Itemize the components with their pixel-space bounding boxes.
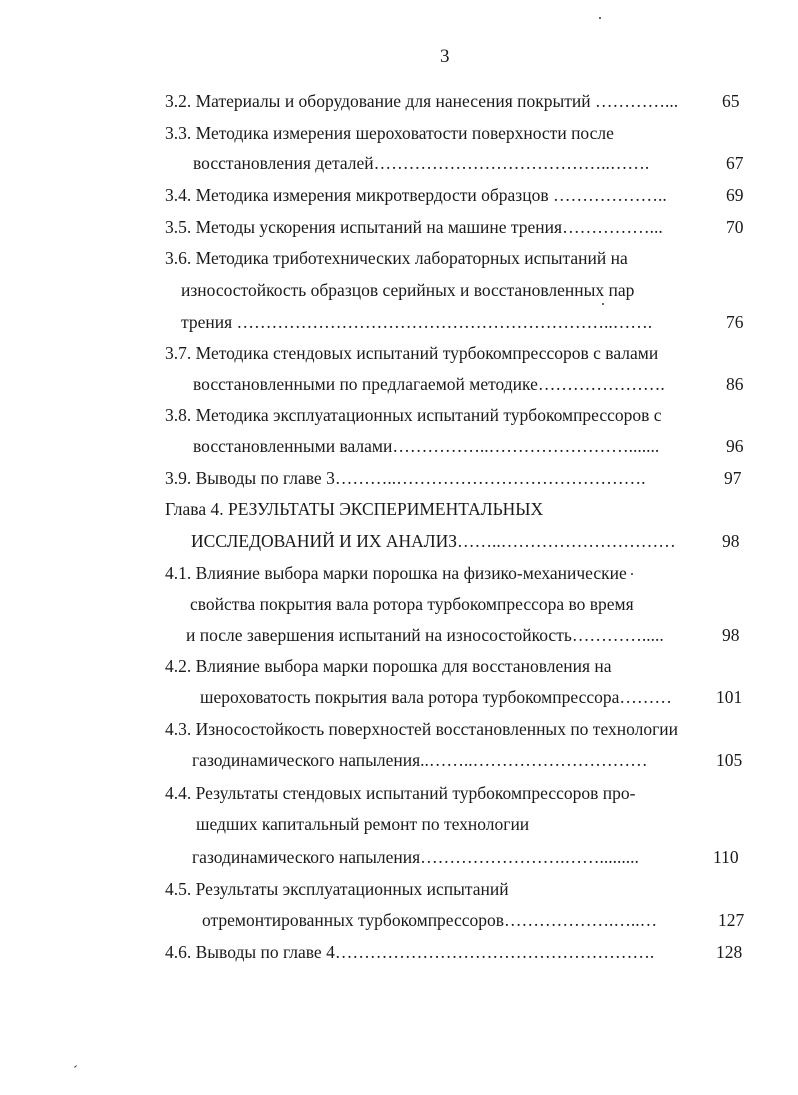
toc-line: 4.6. Выводы по главе 4………………………………………………. <box>165 942 655 962</box>
toc-line: 3.5. Методы ускорения испытаний на машине трения……………... <box>165 217 663 237</box>
toc-line: шедших капитальный ремонт по технологии <box>196 814 530 834</box>
scan-speck <box>631 573 633 575</box>
toc-line: 3.7. Методика стендовых испытаний турбокомпрессоров с валами <box>165 343 659 363</box>
toc-page-number: 101 <box>716 687 743 707</box>
toc-page-number: 128 <box>716 942 743 962</box>
toc-line: 4.3. Износостойкость поверхностей восстановленных по технологии <box>165 719 679 739</box>
toc-line: свойства покрытия вала ротора турбокомпрессора во время <box>190 594 634 614</box>
toc-line: восстановления деталей…………………………………..……. <box>193 153 650 173</box>
toc-line: 3.2. Материалы и оборудование для нанесения покрытий …………... <box>165 91 679 111</box>
toc-page-number: 97 <box>724 468 742 488</box>
toc-page-number: 69 <box>726 185 744 205</box>
toc-line: газодинамического напыления…………………….……......... <box>192 847 639 867</box>
toc-page-number: 98 <box>722 531 740 551</box>
toc-page-number: 96 <box>726 436 744 456</box>
toc-page-number: 105 <box>716 750 743 770</box>
toc-page-number: 86 <box>726 374 744 394</box>
toc-page-number: 67 <box>726 153 744 173</box>
toc-line: восстановленными по предлагаемой методике…………………. <box>193 374 665 394</box>
toc-line: 3.4. Методика измерения микротвердости образцов ……………….. <box>165 185 667 205</box>
scan-speck <box>74 1065 77 1068</box>
toc-line: восстановленными валами……………..……………………....... <box>193 436 660 456</box>
toc-page-number: 127 <box>718 910 745 930</box>
toc-line: 3.6. Методика триботехнических лабораторных испытаний на <box>165 248 628 268</box>
toc-line: Глава 4. РЕЗУЛЬТАТЫ ЭКСПЕРИМЕНТАЛЬНЫХ <box>165 499 544 519</box>
toc-page-number: 70 <box>726 217 744 237</box>
scan-speck <box>599 17 601 19</box>
toc-line: 4.4. Результаты стендовых испытаний турбокомпрессоров про- <box>165 783 636 803</box>
toc-page-number: 65 <box>722 91 740 111</box>
toc-line: 4.1. Влияние выбора марки порошка на физико-механические <box>165 563 627 583</box>
toc-line: 3.9. Выводы по главе 3………..……………………………………. <box>165 468 646 488</box>
toc-line: 3.3. Методика измерения шероховатости поверхности после <box>165 123 614 143</box>
toc-page-number: 76 <box>726 312 744 332</box>
toc-line: 3.8. Методика эксплуатационных испытаний турбокомпрессоров с <box>165 405 662 425</box>
toc-line: износостойкость образцов серийных и восстановленных пар <box>181 280 635 300</box>
toc-line: 4.2. Влияние выбора марки порошка для восстановления на <box>165 656 612 676</box>
toc-line: шероховатость покрытия вала ротора турбокомпрессора……… <box>200 687 672 707</box>
toc-page-number: 98 <box>722 625 740 645</box>
toc-line: трения ………………………………………………………..……. <box>181 312 653 332</box>
page-number: 3 <box>440 46 450 67</box>
toc-line: газодинамического напыления..……..………………………… <box>192 750 648 770</box>
toc-line: ИССЛЕДОВАНИЙ И ИХ АНАЛИЗ……..………………………… <box>191 531 676 551</box>
toc-line: отремонтированных турбокомпрессоров……………….…..… <box>202 910 658 930</box>
scan-speck <box>602 303 604 305</box>
toc-line: и после завершения испытаний на износостойкость…………..... <box>186 625 664 645</box>
toc-page-number: 110 <box>713 847 739 867</box>
toc-line: 4.5. Результаты эксплуатационных испытаний <box>165 879 509 899</box>
